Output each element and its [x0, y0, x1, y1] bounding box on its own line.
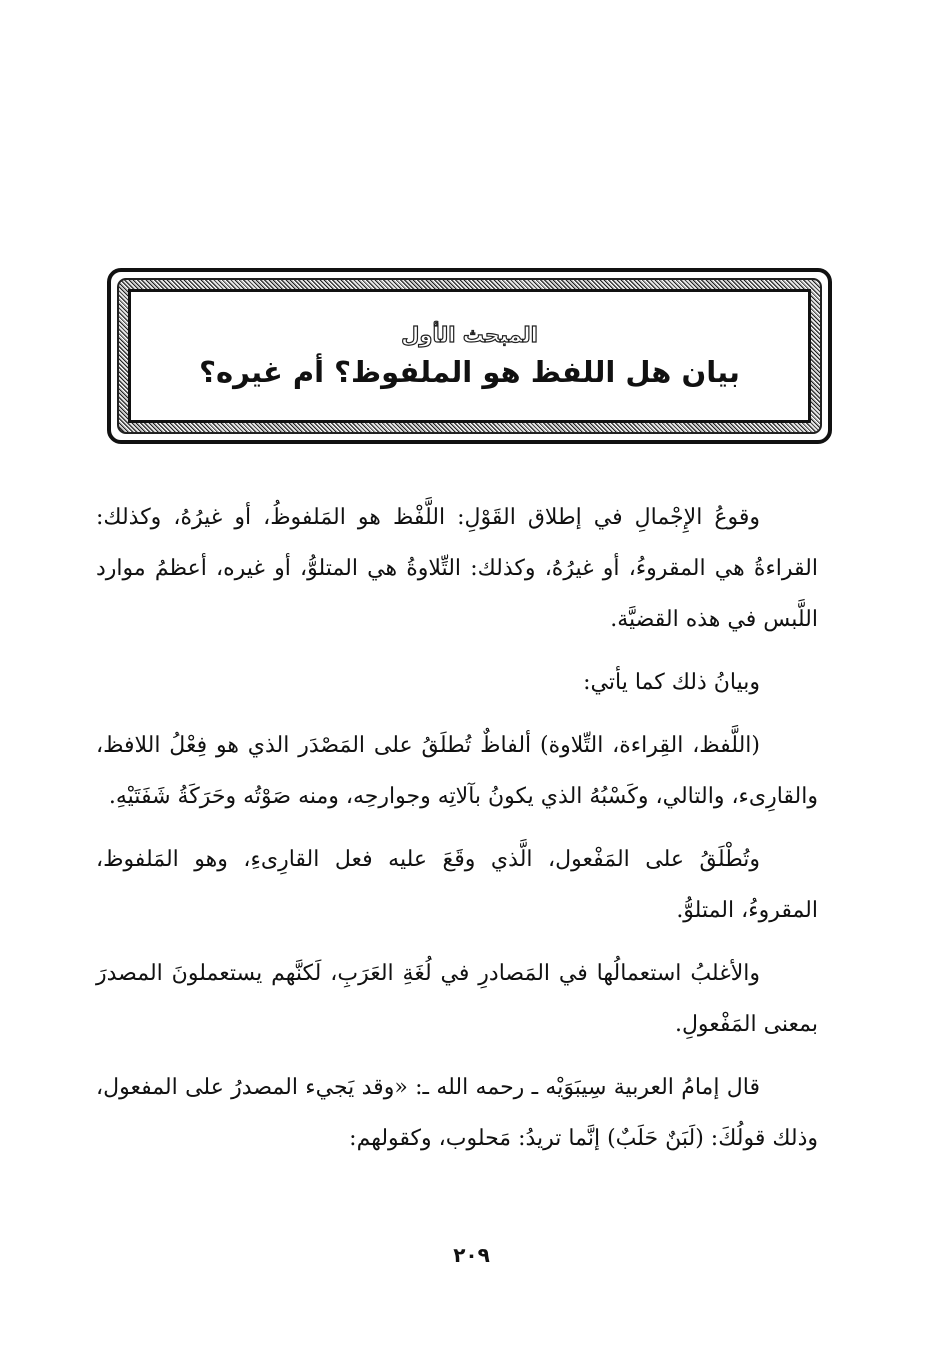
body-text: [96, 492, 818, 1176]
paragraph-6: قال إمامُ العربية سِيبَوَيْه ـ رحمه الله ـ: «وقد يَجيء المصدرُ على المفعول، وذلك قولُكَ: (لَبَنٌ حَلَبٌ) إنَّما تريدُ: مَحلوب، وكقولهم:: [96, 1075, 818, 1151]
paragraph-2: وبيانُ ذلك كما يأتي:: [583, 670, 760, 695]
paragraph-3: (اللَّفظ، القِراءة، التِّلاوة) ألفاظٌ تُطلَقُ على المَصْدَر الذي هو فِعْلُ اللافظ، والقارِىء، والتالي، وكَسْبُهُ الذي يكونُ بآلاتِه وجوارحِه، ومنه صَوْتُه وحَرَكَةُ شَفَتَيْهِ.: [96, 733, 818, 809]
page-number: ٢٠٩: [453, 1243, 490, 1267]
decorative-border: [117, 278, 822, 434]
title-box: [128, 289, 811, 423]
paragraph-5: والأغلبُ استعمالُها في المَصادرِ في لُغَةِ العَرَبِ، لَكنَّهم يستعملونَ المصدرَ بمعنى المَفْعولِ.: [96, 961, 818, 1037]
section-label: المبحث الأول: [401, 323, 538, 347]
paragraph-1: وقوعُ الإِجْمالِ في إطلاق القَوْلِ: اللَّفْظ هو المَلفوظُ، أو غيرُهُ، وكذلك: القراءةُ هي المقروءُ، أو غيرُهُ، وكذلك: التِّلاوةُ هي المتلوُّ، أو غيره، أعظمُ موارد اللَّبس في هذه القضيَّة.: [96, 505, 818, 632]
section-title: بيان هل اللفظ هو الملفوظ؟ أم غيره؟: [199, 355, 740, 389]
section-title-frame: [107, 268, 832, 444]
paragraph-4: وتُطْلَقُ على المَفْعول، الَّذي وقَعَ عليه فعل القارِىءِ، وهو المَلفوظ، المقروءُ، المتلوُّ.: [96, 847, 818, 923]
